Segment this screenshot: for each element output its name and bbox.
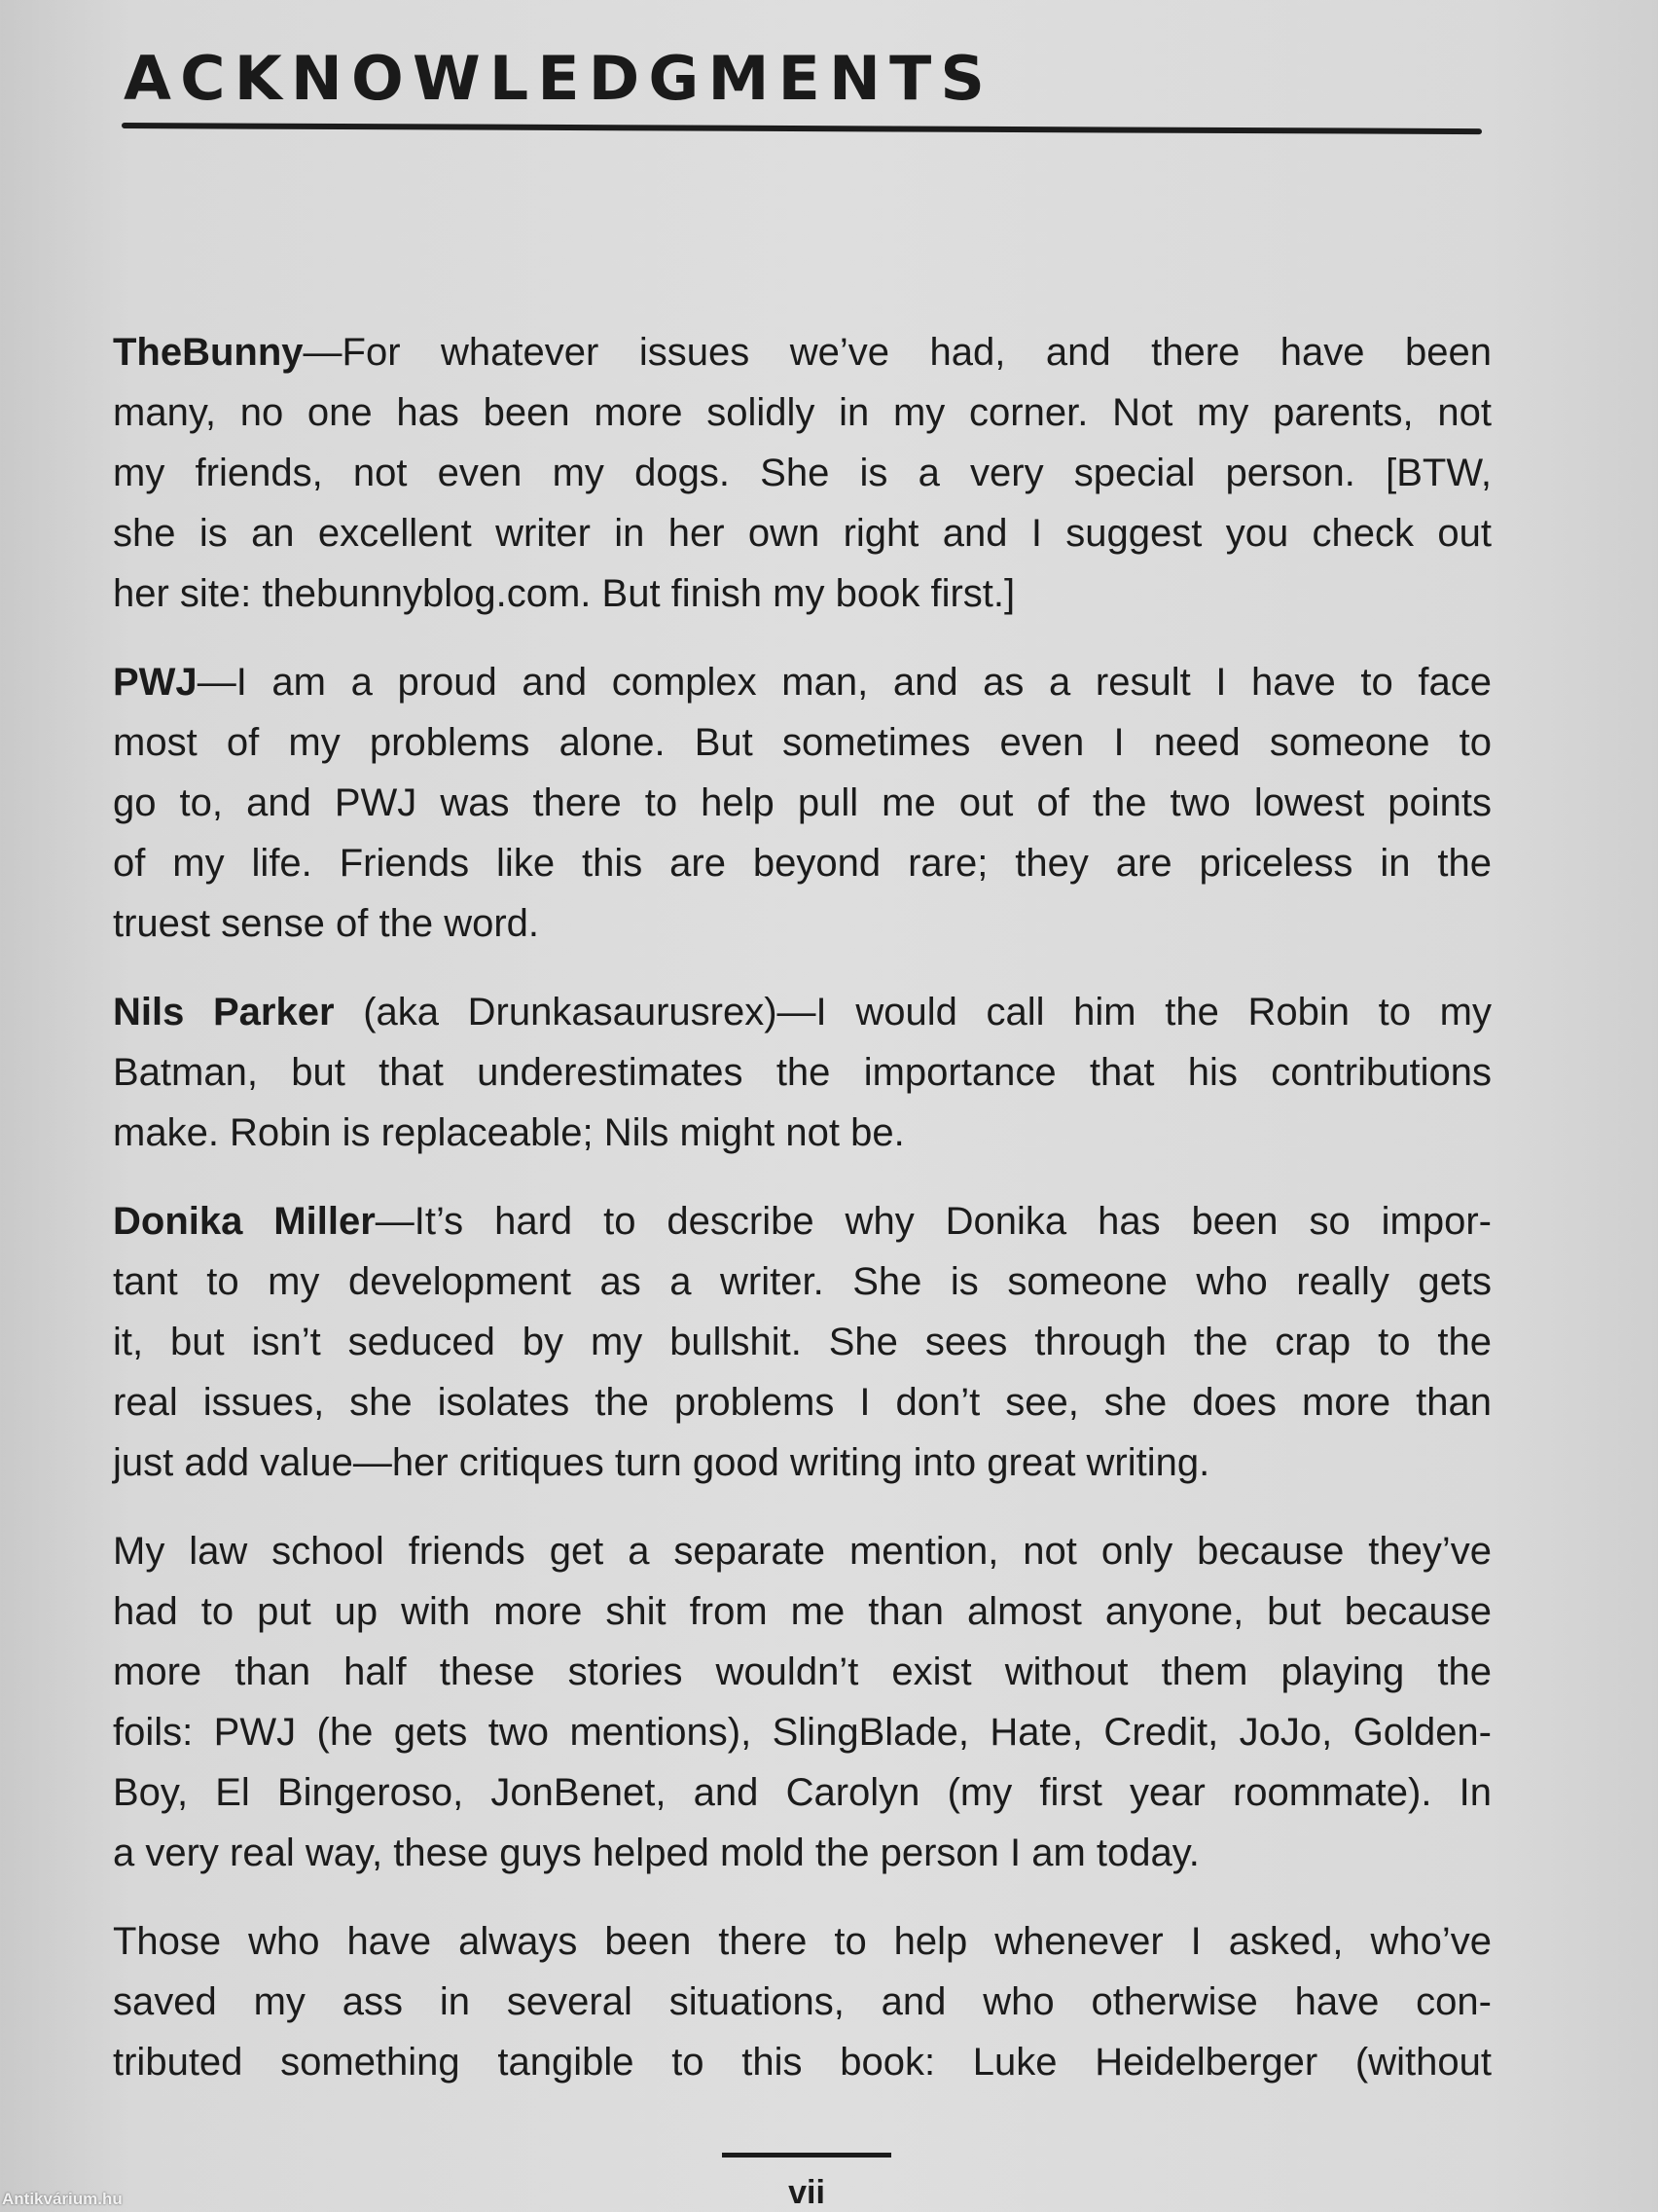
text-line <box>113 563 1492 624</box>
text-line <box>113 1251 1492 1312</box>
line-text: many, no one has been more solidly in my corner. Not my parents, not <box>113 391 1492 434</box>
line-text: just add value—her critiques turn good writing into great writing. <box>113 1441 1210 1484</box>
text-line <box>113 1581 1492 1642</box>
text-line <box>113 443 1492 503</box>
text-line <box>113 1521 1492 1581</box>
page-title: ACKNOWLEDGMENTS <box>124 43 994 114</box>
line-text: go to, and PWJ was there to help pull me out of the two lowest points <box>113 781 1492 824</box>
line-text: it, but isn’t seduced by my bullshit. She sees through the crap to the <box>113 1321 1492 1363</box>
line-text: saved my ass in several situations, and who otherwise have con- <box>113 1980 1492 2023</box>
text-line <box>113 1312 1492 1372</box>
text-line <box>113 773 1492 833</box>
line-text: My law school friends get a separate mention, not only because they’ve <box>113 1530 1492 1573</box>
paragraph-lead-name: PWJ <box>113 661 198 704</box>
line-text: foils: PWJ (he gets two mentions), SlingBlade, Hate, Credit, JoJo, Golden- <box>113 1711 1492 1754</box>
line-text: tributed something tangible to this book: Luke Heidelberger (without <box>113 2041 1492 2084</box>
paragraph-lead-name: Nils Parker <box>113 991 335 1033</box>
text-line <box>113 1642 1492 1702</box>
watermark: Antikvárium.hu <box>2 2190 123 2208</box>
text-line <box>113 382 1492 443</box>
text-line <box>113 1372 1492 1432</box>
text-line <box>113 712 1492 773</box>
paragraph <box>113 652 1492 954</box>
line-text: truest sense of the word. <box>113 902 540 945</box>
text-line <box>113 2032 1492 2092</box>
line-text: a very real way, these guys helped mold the person I am today. <box>113 1831 1200 1874</box>
line-text: Boy, El Bingeroso, JonBenet, and Carolyn (my first year roommate). In <box>113 1771 1492 1814</box>
text-line <box>113 1823 1492 1883</box>
text-line <box>113 1103 1492 1163</box>
line-text: she is an excellent writer in her own right and I suggest you check out <box>113 512 1492 555</box>
line-text: —It’s hard to describe why Donika has been so impor- <box>375 1200 1492 1243</box>
acknowledgments-body <box>113 322 1492 2121</box>
text-line <box>113 1762 1492 1823</box>
paragraph <box>113 1521 1492 1883</box>
text-line <box>113 503 1492 563</box>
text-line <box>113 1911 1492 1972</box>
text-line <box>113 1972 1492 2032</box>
line-text: had to put up with more shit from me than almost anyone, but because <box>113 1590 1492 1633</box>
title-underline <box>122 123 1482 134</box>
line-text: Batman, but that underestimates the importance that his contributions <box>113 1051 1492 1094</box>
line-text: most of my problems alone. But sometimes even I need someone to <box>113 721 1492 764</box>
paragraph <box>113 982 1492 1163</box>
text-line <box>113 982 1492 1042</box>
line-text: my friends, not even my dogs. She is a very special person. [BTW, <box>113 452 1492 494</box>
line-text: make. Robin is replaceable; Nils might not be. <box>113 1111 905 1154</box>
text-line <box>113 893 1492 954</box>
text-line <box>113 652 1492 712</box>
paragraph-lead-name: Donika Miller <box>113 1200 376 1243</box>
line-text: her site: thebunnyblog.com. But finish my book first.] <box>113 572 1016 615</box>
text-line <box>113 833 1492 893</box>
text-line <box>113 1191 1492 1251</box>
line-text: (aka Drunkasaurusrex)—I would call him the Robin to my <box>334 991 1492 1033</box>
paragraph-lead-name: TheBunny <box>113 331 304 374</box>
line-text: of my life. Friends like this are beyond rare; they are priceless in the <box>113 842 1492 885</box>
line-text: —For whatever issues we’ve had, and there have been <box>303 331 1492 374</box>
line-text: real issues, she isolates the problems I don’t see, she does more than <box>113 1381 1492 1424</box>
line-text: tant to my development as a writer. She is someone who really gets <box>113 1260 1492 1303</box>
text-line <box>113 1702 1492 1762</box>
page-number-rule <box>722 2153 891 2158</box>
paragraph <box>113 1191 1492 1493</box>
paragraph <box>113 322 1492 624</box>
page-number: vii <box>788 2174 825 2211</box>
paragraph <box>113 1911 1492 2092</box>
text-line <box>113 1042 1492 1103</box>
line-text: more than half these stories wouldn’t exist without them playing the <box>113 1650 1492 1693</box>
text-line <box>113 322 1492 382</box>
line-text: —I am a proud and complex man, and as a result I have to face <box>197 661 1492 704</box>
text-line <box>113 1432 1492 1493</box>
line-text: Those who have always been there to help whenever I asked, who’ve <box>113 1920 1492 1963</box>
